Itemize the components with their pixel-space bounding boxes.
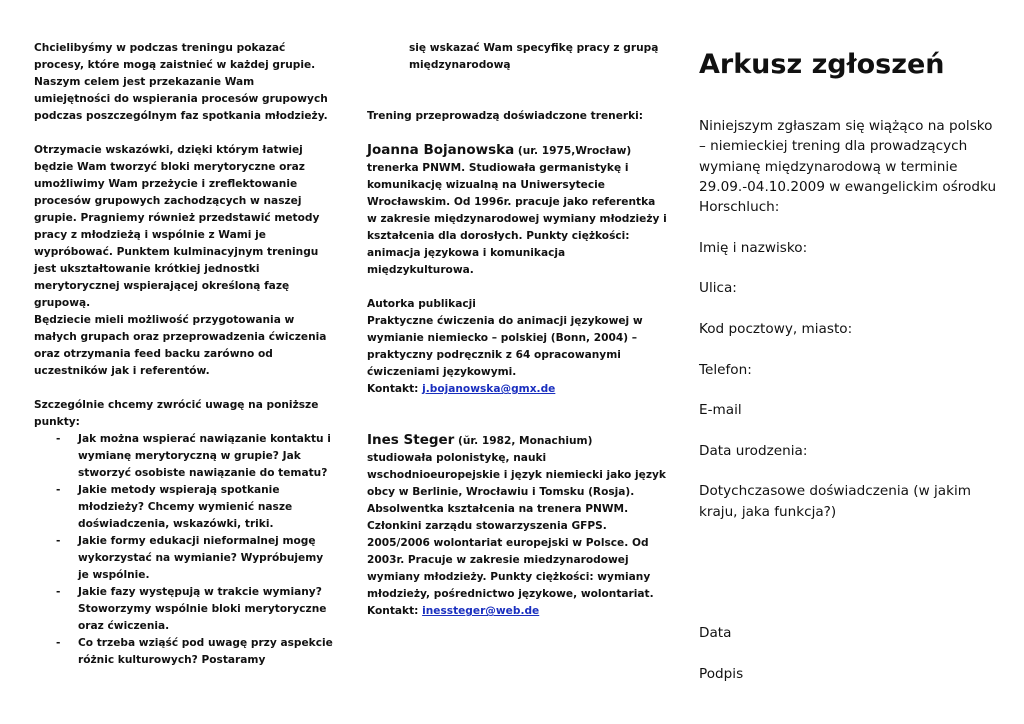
field-email-label: E-mail: [699, 402, 742, 419]
trainer-2-bio-2: Członkini zarządu stowarzyszenia GFPS. 2005/2006 wolontariat europejski w Polsce. Od 2003r. Pracuje w zakresie miedzynarodowej wymiany młodzieży. Punkty ciężkości: wymiany młodzieży, pośrednictwo językowe, wolontariat.: [367, 520, 654, 600]
practice-paragraph: Będziecie mieli możliwość przygotowania w małych grupach oraz przeprowadzenia ćwiczenia oraz otrzymania feed backu zarówno od uczestników jak i referentów.: [34, 314, 327, 377]
column-right: [699, 40, 999, 684]
field-city-label: Kod pocztowy, miasto:: [699, 320, 853, 337]
dash-bullet: -: [56, 637, 61, 649]
field-phone-label: Telefon:: [699, 361, 752, 378]
field-name-label: Imię i nazwisko:: [699, 239, 808, 256]
dash-bullet: -: [56, 535, 61, 547]
trainer-2-bio: Ines Steger (ŭr. 1982, Monachium) studiowała polonistykę, nauki wschodnioeuropejskie i język niemiecki jako język obcy w Berlinie, Wrocławiu i Tomsku (Rosja). Absolwentka kształcenia na trenera PNWM.: [367, 432, 666, 515]
declaration-text: Niniejszym zgłaszam się wiążąco na polsko – niemieckiej trening dla prowadzących wymianę międzynarodową w terminie 29.09.-04.10.2009 w ewangelickim ośrodku Horschluch:: [699, 118, 997, 216]
list-item: - Co trzeba wziąść pod uwagę przy aspekcie różnic kulturowych? Postaramy: [56, 637, 333, 666]
dash-bullet: -: [56, 586, 61, 598]
list-item: - Jakie formy edukacji nieformalnej mogę wykorzystać na wymianie? Wypróbujemy je wspólnie.: [56, 535, 324, 581]
trainers-heading: Trening przeprowadzą doświadczone trenerki:: [367, 110, 644, 122]
publication-text: Praktyczne ćwiczenia do animacji językowej w wymianie niemiecko – polskiej (Bonn, 2004) – praktyczny podręcznik z 64 opracowanymi ćwiczeniami językowymi.: [367, 315, 643, 378]
trainer-1-bio: Joanna Bojanowska (ur. 1975,Wrocław) trenerka PNWM. Studiowała germanistykę i komunikację wizualną na Uniwersytecie Wrocławskim. Od 1996r. pracuje jako referentka w zakresie międzynarodowej wymiany młodzieży i kształcenia dla dorosłych. Punkty ciężkości: animacja językowa i komunikacja międzykulturowa.: [367, 142, 667, 276]
intro-paragraph: Chcielibyśmy w podczas treningu pokazać procesy, które mogą zaistnieć w każdej grupie. Naszym celem jest przekazanie Wam umiejętności do wspierania procesów grupowych podczas poszczególnym faz spotkania młodzieży.: [34, 42, 328, 122]
field-street-label: Ulica:: [699, 280, 737, 297]
workshop-description: Otrzymacie wskazówki, dzięki którym łatwiej będzie Wam tworzyć bloki merytoryczne oraz umożliwimy Wam przeżycie i zreflektowanie procesów grupowych zachodzących w naszej grupie. Pragniemy również przedstawić metody pracy z młodzieżą i wspólnie z Wami je wypróbować. Punktem kulminacyjnym treningu jest ukształtowanie krótkiej jednostki merytorycznej wspierającej określoną fazę grupową.: [34, 144, 320, 309]
trainer-1-meta: (ur. 1975,Wrocław): [514, 145, 632, 157]
trainer-2-meta: (ŭr. 1982, Monachium): [454, 435, 593, 447]
field-date-label: Data: [699, 624, 732, 641]
dash-bullet: -: [56, 433, 61, 445]
trainer-1-contact: Kontakt: j.bojanowska@gmx.de: [367, 383, 556, 395]
focus-points-list: [34, 431, 334, 669]
trainer-2-name: Ines Steger: [367, 432, 455, 448]
form-title: Arkusz zgłoszeń: [699, 49, 945, 80]
column-middle: [367, 40, 667, 620]
focus-points-intro: Szczególnie chcemy zwrócić uwagę na poniższe punkty:: [34, 399, 319, 428]
continued-text: się wskazać Wam specyfikę pracy z grupą międzynarodową: [409, 42, 659, 71]
field-birthdate-label: Data urodzenia:: [699, 442, 808, 459]
trainer-1-email-link[interactable]: j.bojanowska@gmx.de: [422, 383, 556, 395]
trainer-2-email-link[interactable]: inessteger@web.de: [422, 605, 540, 617]
trainer-1-name: Joanna Bojanowska: [367, 142, 515, 158]
field-signature-label: Podpis: [699, 665, 744, 682]
list-item: - Jak można wspierać nawiązanie kontaktu i wymianę merytoryczną w grupie? Jak stworzyć osobiste nawiązanie do tematu?: [56, 433, 331, 479]
publication-label: Autorka publikacji: [367, 298, 476, 310]
list-item: - Jakie fazy występują w trakcie wymiany? Stoworzymy wspólnie bloki merytoryczne oraz ćwiczenia.: [56, 586, 327, 632]
field-experience-label: Dotychczasowe doświadczenia (w jakim kraju, jaka funkcja?): [699, 483, 972, 520]
trainer-2-contact: Kontakt: inessteger@web.de: [367, 605, 540, 617]
list-item: - Jakie metody wspierają spotkanie młodzieży? Chcemy wymienić nasze doświadczenia, wskazówki, triki.: [56, 484, 293, 530]
column-left: [34, 40, 334, 669]
dash-bullet: -: [56, 484, 61, 496]
